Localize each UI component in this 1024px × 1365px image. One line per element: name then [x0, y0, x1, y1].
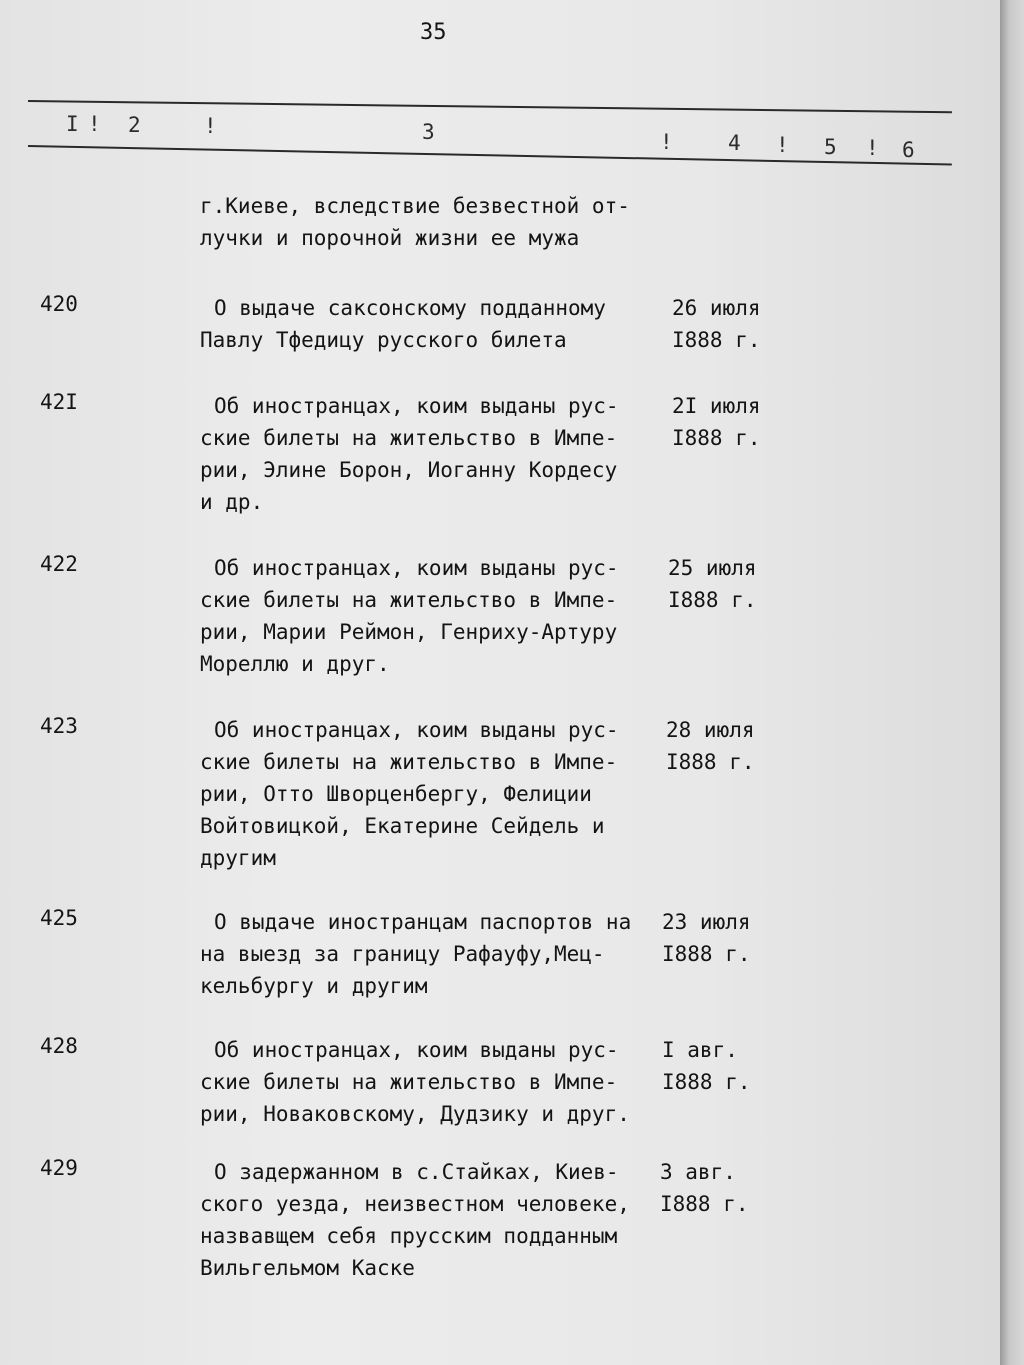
date-line: I авг. — [662, 1038, 738, 1062]
record-description — [200, 1156, 674, 1284]
date-line: I888 г. — [662, 1070, 751, 1094]
record-number: 425 — [40, 906, 78, 930]
text-line: Вильгельмом Каске — [200, 1256, 415, 1280]
record-description — [200, 1034, 674, 1130]
text-line: ские билеты на жительство в Импе- — [200, 588, 618, 612]
col-separator: ! — [204, 114, 217, 138]
text-line: О выдаче саксонскому подданному — [214, 296, 606, 320]
record-number: 428 — [40, 1034, 78, 1058]
text-line: кельбургу и другим — [200, 974, 428, 998]
date-line: I888 г. — [666, 750, 755, 774]
text-line: Об иностранцах, коим выданы рус- — [214, 556, 619, 580]
text-line: ские билеты на жительство в Импе- — [200, 750, 618, 774]
text-line: Павлу Тфедицу русского билета — [200, 328, 567, 352]
record-description — [200, 552, 674, 680]
col-separator: ! — [660, 130, 673, 154]
text-line: ского уезда, неизвестном человеке, — [200, 1192, 630, 1216]
text-line: Об иностранцах, коим выданы рус- — [214, 718, 619, 742]
text-line: Войтовицкой, Екатерине Сейдель и — [200, 814, 605, 838]
text-line: и др. — [200, 490, 264, 514]
text-line: рии, Отто Шворценбергу, Фелиции — [200, 782, 592, 806]
text-line: рии, Новаковскому, Дудзику и друг. — [200, 1102, 630, 1126]
text-line: Об иностранцах, коим выданы рус- — [214, 394, 619, 418]
page-number: 35 — [420, 20, 447, 45]
record-date — [662, 906, 751, 970]
text-line: назвавщем себя прусским подданным — [200, 1224, 618, 1248]
text-line: лучки и порочной жизни ее мужа — [200, 226, 580, 250]
date-line: I888 г. — [660, 1192, 749, 1216]
date-line: 23 июля — [662, 910, 751, 934]
record-number: 422 — [40, 552, 78, 576]
record-date — [672, 292, 761, 356]
date-line: 2I июля — [672, 394, 761, 418]
record-date — [668, 552, 757, 616]
date-line: 25 июля — [668, 556, 757, 580]
col-header-2: 2 — [128, 113, 141, 137]
col-separator: ! — [776, 133, 789, 157]
record-date — [662, 1034, 751, 1098]
date-line: 28 июля — [666, 718, 755, 742]
date-line: I888 г. — [672, 328, 761, 352]
col-header-6: 6 — [902, 138, 915, 162]
record-number: 42I — [40, 390, 78, 414]
date-line: I888 г. — [662, 942, 751, 966]
record-date — [666, 714, 755, 778]
text-line: ские билеты на жительство в Импе- — [200, 1070, 618, 1094]
col-separator: ! — [866, 136, 879, 160]
record-description — [200, 292, 674, 356]
text-line: Мореллю и друг. — [200, 652, 390, 676]
col-header-3: 3 — [422, 120, 435, 144]
text-line: ские билеты на жительство в Импе- — [200, 426, 618, 450]
record-description — [200, 906, 674, 1002]
text-line: на выезд за границу Рафауфу,Мец- — [200, 942, 605, 966]
record-date — [660, 1156, 749, 1220]
text-line: Об иностранцах, коим выданы рус- — [214, 1038, 619, 1062]
text-line: О задержанном в с.Стайках, Киев- — [214, 1160, 619, 1184]
text-line: О выдаче иностранцам паспортов на — [214, 910, 632, 934]
text-line: другим — [200, 846, 276, 870]
continuation-text — [200, 190, 660, 254]
date-line: I888 г. — [668, 588, 757, 612]
text-line: рии, Марии Реймон, Генриху-Артуру — [200, 620, 618, 644]
record-number: 429 — [40, 1156, 78, 1180]
record-number: 420 — [40, 292, 78, 316]
page-edge-shadow — [1000, 0, 1024, 1365]
record-description — [200, 714, 674, 874]
record-date — [672, 390, 761, 454]
text-line: рии, Элине Борон, Иоганну Кордесу — [200, 458, 618, 482]
col-separator: ! — [88, 112, 101, 136]
col-header-1: I — [66, 112, 79, 136]
date-line: 3 авг. — [660, 1160, 736, 1184]
date-line: I888 г. — [672, 426, 761, 450]
table-header-bottom-rule — [28, 145, 952, 166]
col-header-4: 4 — [728, 131, 741, 155]
col-header-5: 5 — [824, 135, 837, 159]
record-description — [200, 390, 674, 518]
table-header-top-rule — [28, 100, 952, 113]
date-line: 26 июля — [672, 296, 761, 320]
text-line: г.Киеве, вследствие безвестной от- — [200, 194, 630, 218]
record-number: 423 — [40, 714, 78, 738]
